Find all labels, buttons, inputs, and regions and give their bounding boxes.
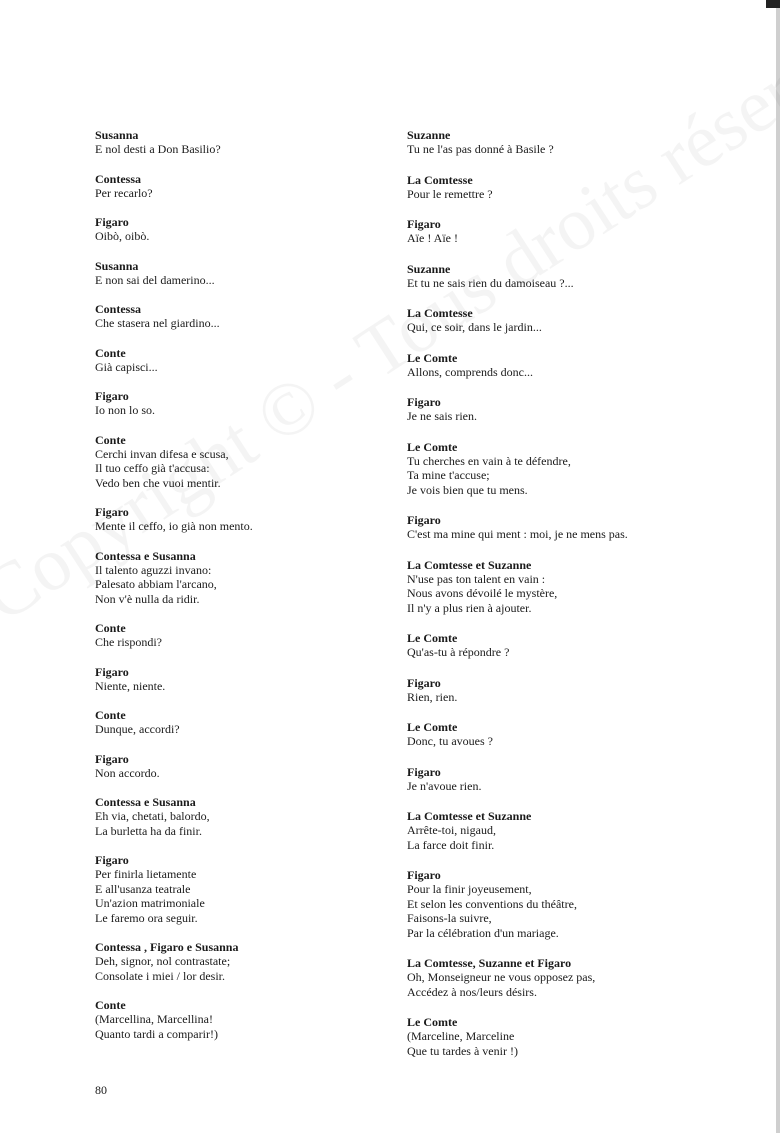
verse-line: Ta mine t'accuse; [407,468,490,482]
verse-line: Que tu tardes à venir !) [407,1043,518,1058]
verse-line: Nous avons dévoilé le mystère, [407,586,558,600]
speaker-name: Susanna [95,258,139,273]
speech-block [95,302,375,331]
speech-block [407,217,747,246]
speaker-name: Le Comte [407,439,458,454]
speech-block [407,558,747,616]
verse-line: Mente il ceffo, io già non mento. [95,519,253,533]
verse-line: Oh, Monseigneur ne vous opposez pas, [407,970,596,984]
speech-block [95,172,375,201]
speaker-name: La Comtesse, Suzanne et Figaro [407,956,572,970]
speaker-name: Figaro [95,389,129,403]
speech-block [407,631,747,660]
verse-line: Io non lo so. [95,403,155,417]
speech-block [95,215,375,244]
speech-block [95,795,375,838]
verse-line: C'est ma mine qui ment : moi, je ne mens pas. [407,527,628,541]
verse-line: Un'azion matrimoniale [95,896,205,910]
speaker-name: Figaro [407,395,441,409]
scan-corner-mark [766,0,780,8]
verse-line: Il tuo ceffo già t'accusa: [95,461,210,475]
verse-line: Pour la finir joyeusement, [407,882,532,896]
speaker-name: Figaro [407,217,441,231]
speaker-name: Contessa e Susanna [95,795,196,809]
page-number: 80 [95,1083,107,1097]
speaker-name: Conte [95,621,126,635]
speaker-name: Contessa e Susanna [95,548,196,563]
verse-line: Cerchi invan difesa e scusa, [95,446,229,461]
verse-line: Rien, rien. [407,689,458,704]
speaker-name: Contessa [95,302,142,316]
verse-line: Donc, tu avoues ? [407,734,493,748]
speech-block [95,708,375,737]
speech-block [95,346,375,375]
speech-block [95,505,375,534]
speaker-name: Suzanne [407,128,451,142]
verse-line: Deh, signor, nol contrastate; [95,954,231,968]
speech-block [407,809,747,852]
verse-line: Eh via, chetati, balordo, [95,809,210,823]
speech-block [95,665,375,694]
verse-line: E nol desti a Don Basilio? [95,142,221,156]
speaker-name: La Comtesse et Suzanne [407,557,532,572]
speaker-name: Conte [95,345,126,360]
verse-line: Qu'as-tu à répondre ? [407,645,510,659]
verse-line: La burletta ha da finir. [95,823,202,838]
verse-line: E non sai del damerino... [95,272,215,287]
speaker-name: Figaro [407,513,441,527]
verse-line: N'use pas ton talent en vain : [407,571,546,586]
verse-line: Tu cherches en vain à te défendre, [407,453,571,468]
speech-block [407,676,747,705]
verse-line: Per recarlo? [95,185,153,200]
speaker-name: La Comtesse [407,172,473,187]
speaker-name: Suzanne [407,261,451,276]
speaker-name: Le Comte [407,631,458,645]
verse-line: Pour le remettre ? [407,186,493,201]
scan-edge [776,0,780,1133]
verse-line: Le faremo ora seguir. [95,910,198,925]
verse-line: La farce doit finir. [407,837,495,852]
verse-line: Et selon les conventions du théâtre, [407,896,577,911]
speech-block [95,853,375,925]
verse-line: Qui, ce soir, dans le jardin... [407,320,542,334]
verse-line: (Marceline, Marceline [407,1029,515,1043]
speech-block [407,395,747,424]
verse-line: Consolate i miei / lor desir. [95,968,225,983]
speaker-name: Conte [95,998,126,1012]
speaker-name: Figaro [95,751,129,766]
speaker-name: Le Comte [407,1015,458,1029]
verse-line: Il talento aguzzi invano: [95,562,212,577]
speaker-name: Figaro [95,215,129,229]
verse-line: Dunque, accordi? [95,722,180,736]
verse-line: (Marcellina, Marcellina! [95,1012,213,1026]
verse-line: Quanto tardi a comparir!) [95,1026,218,1041]
speech-block [407,128,747,157]
speech-block [95,128,375,157]
speaker-name: Figaro [407,764,441,779]
verse-line: Arrête-toi, nigaud, [407,823,496,837]
verse-line: Tu ne l'as pas donné à Basile ? [407,142,554,156]
verse-line: Allons, comprends donc... [407,364,533,379]
speaker-name: Le Comte [407,720,458,734]
speaker-name: Figaro [407,868,441,882]
verse-line: Par la célébration d'un mariage. [407,925,559,940]
verse-line: E all'usanza teatrale [95,881,191,896]
verse-line: Non v'è nulla da ridir. [95,591,200,606]
speech-block [407,765,747,794]
verse-line: Già capisci... [95,359,158,374]
speech-block [95,752,375,781]
speech-block [95,549,375,607]
verse-line: Che stasera nel giardino... [95,316,220,330]
verse-line: Palesato abbiam l'arcano, [95,577,217,591]
speech-block [407,1015,747,1058]
speaker-name: La Comtesse et Suzanne [407,809,532,823]
verse-line: Non accordo. [95,765,160,780]
speaker-name: Figaro [95,505,129,519]
speech-block [95,998,375,1041]
speech-block [95,940,375,983]
speech-block [407,513,747,542]
verse-line: Je vois bien que tu mens. [407,482,528,497]
verse-line: Faisons-la suivre, [407,911,492,925]
speech-block [407,868,747,940]
speaker-name: Figaro [95,853,129,867]
speech-block [95,433,375,491]
verse-line: Je n'avoue rien. [407,778,482,793]
speaker-name: Figaro [407,675,441,690]
speech-block [95,389,375,418]
verse-line: Per finirla lietamente [95,867,197,881]
speaker-name: Susanna [95,128,139,142]
speaker-name: Le Comte [407,350,458,365]
speaker-name: Figaro [95,664,129,679]
speaker-name: Conte [95,708,126,722]
speaker-name: Contessa , Figaro e Susanna [95,940,239,954]
verse-line: Vedo ben che vuoi mentir. [95,475,221,490]
speech-block [95,621,375,650]
verse-line: Oibò, oibò. [95,229,150,243]
speech-block [407,262,747,291]
verse-line: Je ne sais rien. [407,409,477,423]
italian-libretto-column [95,128,375,1041]
speech-block [407,306,747,335]
speech-block [407,173,747,202]
verse-line: Che rispondi? [95,635,162,649]
speaker-name: Conte [95,432,126,447]
speech-block [95,259,375,288]
speech-block [407,440,747,498]
verse-line: Niente, niente. [95,678,166,693]
speech-block [407,351,747,380]
verse-line: Accédez à nos/leurs désirs. [407,984,537,999]
verse-line: Aïe ! Aïe ! [407,231,458,245]
speaker-name: La Comtesse [407,306,473,320]
verse-line: Et tu ne sais rien du damoiseau ?... [407,275,574,290]
speech-block [407,956,747,999]
speaker-name: Contessa [95,171,142,186]
french-translation-column [407,128,747,1058]
verse-line: Il n'y a plus rien à ajouter. [407,600,532,615]
speech-block [407,720,747,749]
